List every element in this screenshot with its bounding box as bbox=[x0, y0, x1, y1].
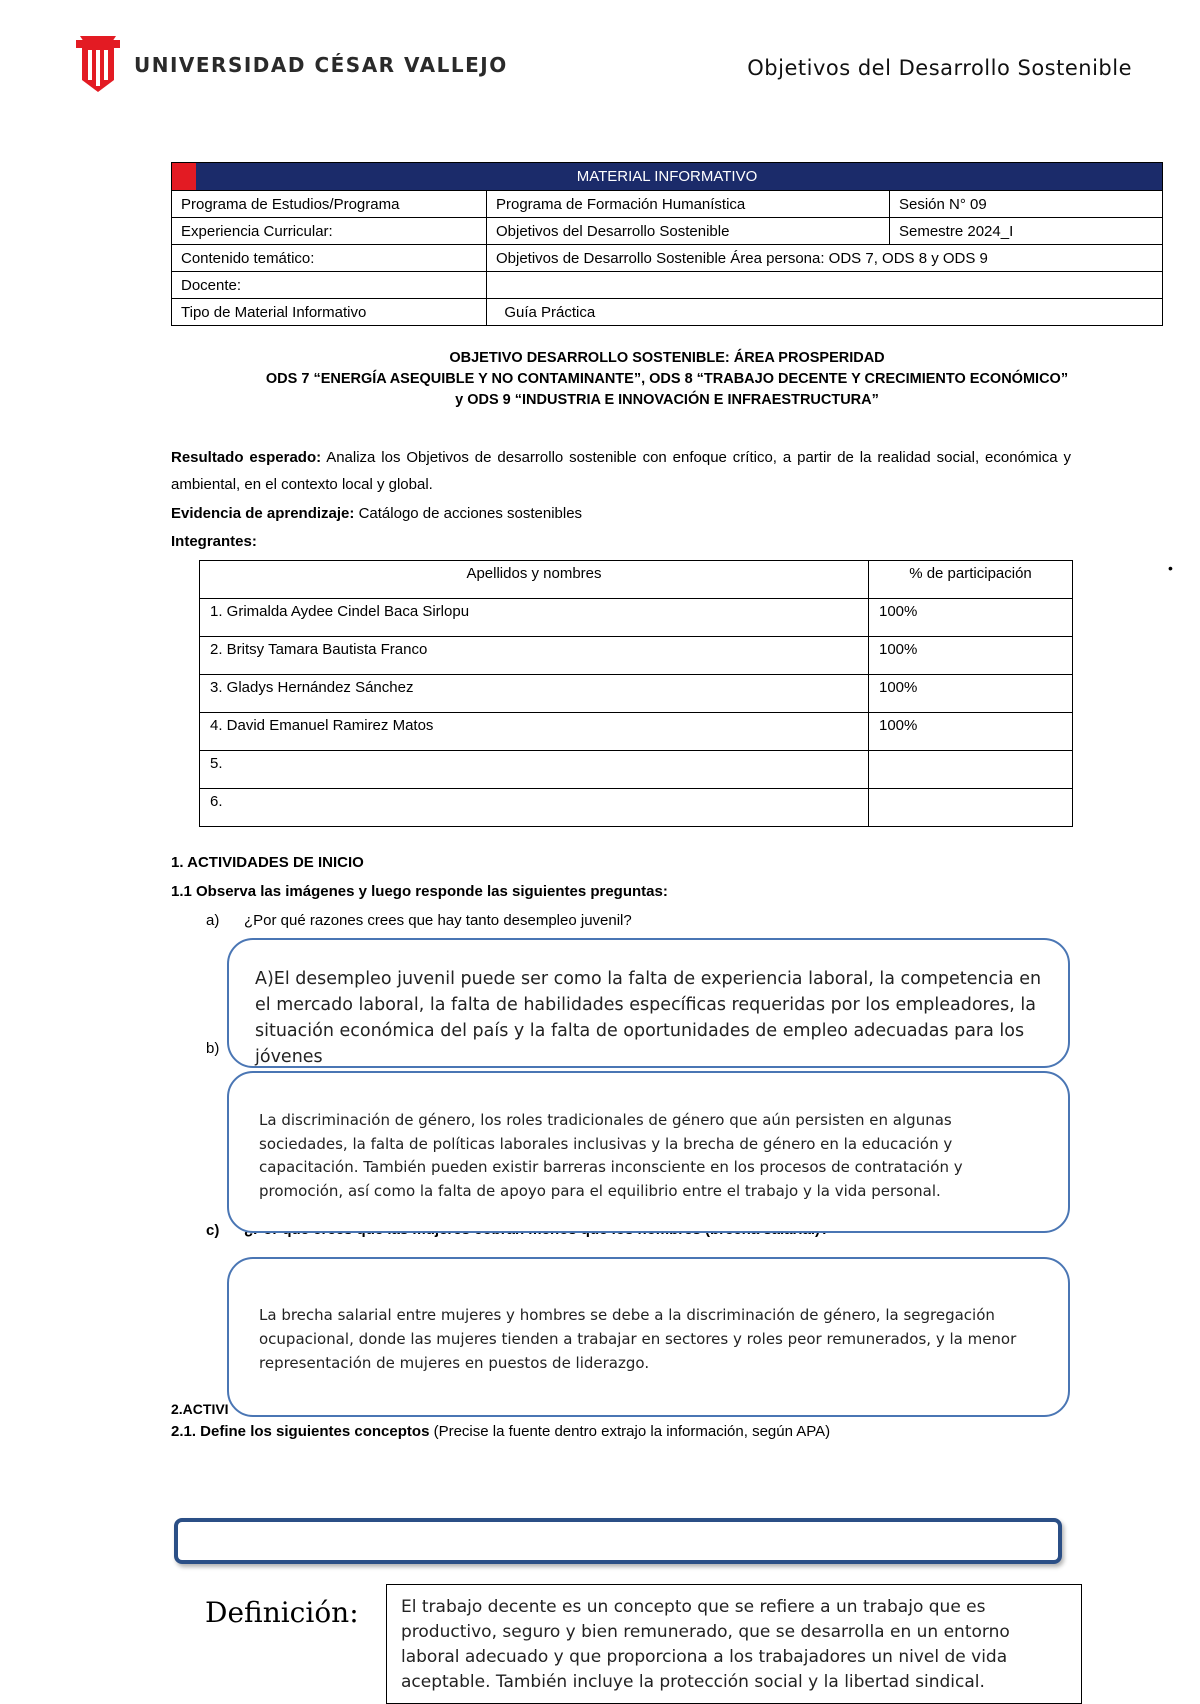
university-logo bbox=[74, 36, 508, 94]
info-row bbox=[172, 272, 1163, 299]
member-name: 6. bbox=[200, 789, 869, 827]
info-value: Objetivos de Desarrollo Sostenible Área persona: ODS 7, ODS 8 y ODS 9 bbox=[487, 245, 1163, 272]
column-header-participation: % de participación bbox=[869, 561, 1073, 599]
info-extra: Semestre 2024_I bbox=[890, 218, 1163, 245]
section-2-subtitle: 2.1. Define los siguientes conceptos (Precise la fuente dentro extrajo la información, según APA) bbox=[171, 1423, 831, 1440]
members-header-row bbox=[200, 561, 1073, 599]
material-banner: MATERIAL INFORMATIVO bbox=[172, 163, 1163, 191]
info-row bbox=[172, 191, 1163, 218]
university-name: UNIVERSIDAD CÉSAR VALLEJO bbox=[134, 53, 508, 77]
member-participation: 100% bbox=[869, 637, 1073, 675]
member-participation: 100% bbox=[869, 713, 1073, 751]
answer-b-text: La discriminación de género, los roles tradicionales de género que aún persisten en algunas sociedades, la falta de políticas laborales inclusivas y la brecha de género en la educación y capacitación. También pueden existir barreras inconsciente en los procesos de contratación y promoción, así como la falta de apoyo para el equilibrio entre el trabajo y la vida personal. bbox=[259, 1111, 963, 1200]
table-row bbox=[200, 713, 1073, 751]
expected-result-label: Resultado esperado: bbox=[171, 449, 322, 466]
section-1-subtitle: 1.1 Observa las imágenes y luego responde las siguientes preguntas: bbox=[171, 883, 668, 900]
definition-text-box[interactable] bbox=[386, 1584, 1082, 1704]
info-value: Programa de Formación Humanística bbox=[487, 191, 890, 218]
members-label: Integrantes: bbox=[171, 533, 257, 550]
question-a-marker: a) bbox=[206, 912, 220, 929]
info-value: Objetivos del Desarrollo Sostenible bbox=[487, 218, 890, 245]
question-a-text: ¿Por qué razones crees que hay tanto desempleo juvenil? bbox=[244, 912, 632, 929]
definition-text: El trabajo decente es un concepto que se refiere a un trabajo que es productivo, seguro y bien remunerado, que se desarrolla en un entorno laboral adecuado y que proporciona a los trabajadores un nivel de vida aceptable. También incluye la protección social y la libertad sindical. bbox=[401, 1597, 1010, 1692]
info-value bbox=[487, 272, 1163, 299]
info-label: Contenido temático: bbox=[172, 245, 487, 272]
expected-result bbox=[171, 444, 1071, 498]
member-participation bbox=[869, 751, 1073, 789]
info-label: Docente: bbox=[172, 272, 487, 299]
answer-c-text: La brecha salarial entre mujeres y hombres se debe a la discriminación de género, la segregación ocupacional, donde las mujeres tienden a trabajar en sectores y roles peor remunerados, y la menor representación de mujeres en puestos de liderazgo. bbox=[259, 1306, 1017, 1372]
info-extra: Sesión N° 09 bbox=[890, 191, 1163, 218]
banner-red-marker bbox=[172, 163, 196, 190]
column-header-names: Apellidos y nombres bbox=[200, 561, 869, 599]
stray-bullet-icon: • bbox=[1168, 560, 1173, 576]
info-row bbox=[172, 299, 1163, 326]
table-row bbox=[200, 789, 1073, 827]
member-participation: 100% bbox=[869, 675, 1073, 713]
answer-c-box[interactable] bbox=[227, 1257, 1070, 1417]
table-row bbox=[200, 751, 1073, 789]
info-label: Programa de Estudios/Programa bbox=[172, 191, 487, 218]
page-header-title: Objetivos del Desarrollo Sostenible bbox=[747, 56, 1132, 80]
question-b-marker: b) bbox=[206, 1040, 220, 1057]
member-name: 5. bbox=[200, 751, 869, 789]
ods-heading: OBJETIVO DESARROLLO SOSTENIBLE: ÁREA PROSPERIDAD ODS 7 “ENERGÍA ASEQUIBLE Y NO CONTAMINANTE”, ODS 8 “TRABAJO DECENTE Y CRECIMIENTO ECONÓMICO” y ODS 9 “INDUSTRIA E INNOVACIÓN E INFRAESTRUCTURA” bbox=[265, 350, 1069, 408]
section-1-title: 1. ACTIVIDADES DE INICIO bbox=[171, 854, 364, 871]
member-name: 3. Gladys Hernández Sánchez bbox=[200, 675, 869, 713]
section-2-title: 2.ACTIVI bbox=[171, 1401, 229, 1417]
info-value: Guía Práctica bbox=[487, 299, 1163, 326]
definition-label: Definición: bbox=[205, 1596, 359, 1629]
table-row bbox=[200, 637, 1073, 675]
expected-result-text: Analiza los Objetivos de desarrollo sostenible con enfoque crítico, a partir de la realidad social, económica y ambiental, en el contexto local y global. bbox=[171, 449, 1071, 493]
ucv-shield-icon bbox=[74, 36, 122, 94]
member-participation bbox=[869, 789, 1073, 827]
info-row bbox=[172, 245, 1163, 272]
concept-title-box[interactable] bbox=[174, 1518, 1062, 1564]
evidence-text: Catálogo de acciones sostenibles bbox=[358, 505, 583, 522]
info-row bbox=[172, 218, 1163, 245]
evidence bbox=[171, 505, 1071, 522]
member-name: 1. Grimalda Aydee Cindel Baca Sirlopu bbox=[200, 599, 869, 637]
answer-a-text: A)El desempleo juvenil puede ser como la falta de experiencia laboral, la competencia en el mercado laboral, la falta de habilidades específicas requeridas por los empleadores, la situación económica del país y la falta de oportunidades de empleo adecuadas para los jóvenes bbox=[255, 969, 1042, 1067]
table-row bbox=[200, 599, 1073, 637]
members-table bbox=[199, 560, 1073, 827]
answer-a-box[interactable] bbox=[227, 938, 1070, 1068]
question-c-marker: c) bbox=[206, 1222, 220, 1239]
member-name: 2. Britsy Tamara Bautista Franco bbox=[200, 637, 869, 675]
answer-b-box[interactable] bbox=[227, 1071, 1070, 1233]
info-label: Tipo de Material Informativo bbox=[172, 299, 487, 326]
evidence-label: Evidencia de aprendizaje: bbox=[171, 505, 355, 522]
member-participation: 100% bbox=[869, 599, 1073, 637]
info-label: Experiencia Curricular: bbox=[172, 218, 487, 245]
material-info-table bbox=[171, 162, 1163, 326]
member-name: 4. David Emanuel Ramirez Matos bbox=[200, 713, 869, 751]
table-row bbox=[200, 675, 1073, 713]
